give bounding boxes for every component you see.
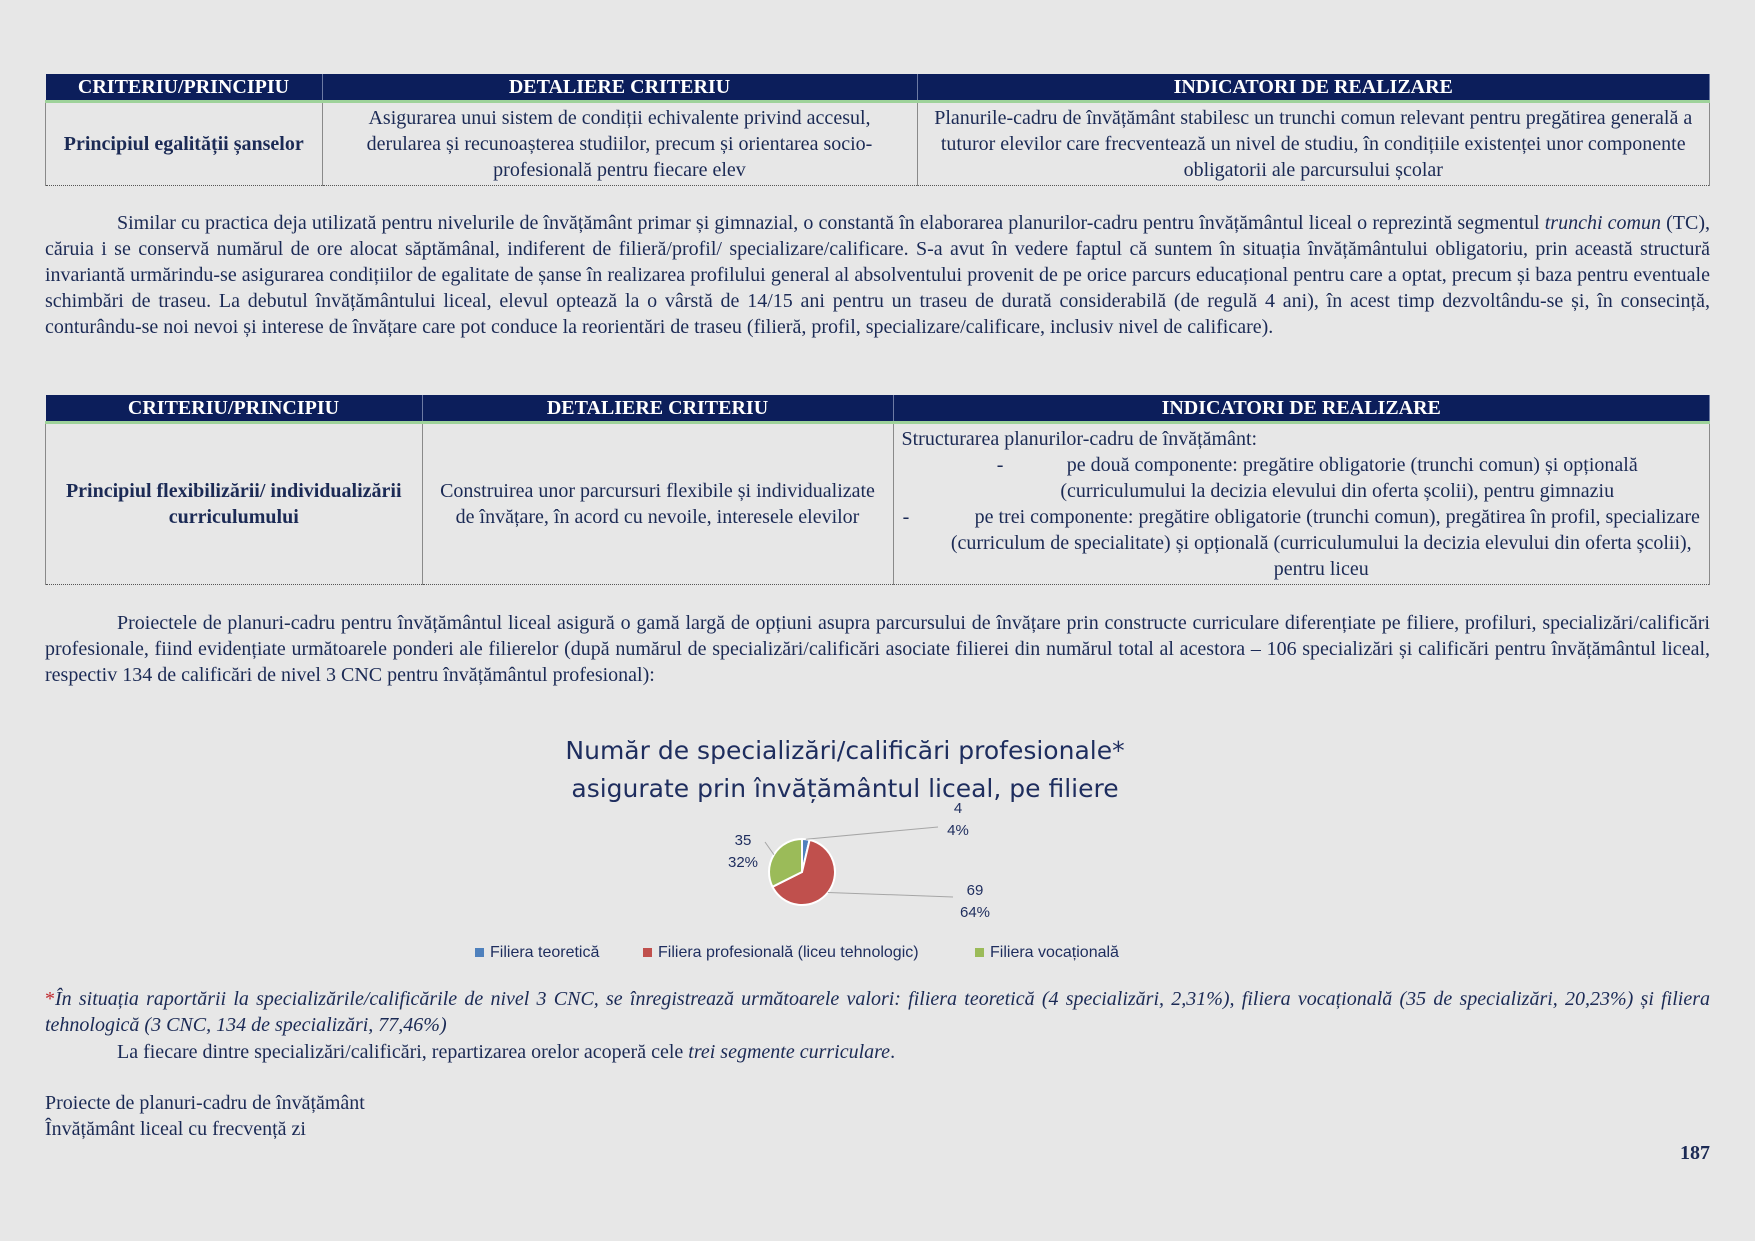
data-label-percent: 4% xyxy=(947,822,969,839)
footer-line: Învățământ liceal cu frecvență zi xyxy=(45,1118,306,1140)
footnote-text: În situația raportării la specializările/calificările de nivel 3 CNC, se înregistrează următoarele valori: filiera teoretică (4 specializări, 2,31%), filiera vocațională (35 de specializări, 20,23%) și filiera tehnologică (3 CNC, 134 de specializări, 77,46%) xyxy=(45,988,1710,1036)
legend-swatch xyxy=(475,948,484,957)
legend-item-vocationala xyxy=(975,944,1119,962)
data-label-value: 69 xyxy=(966,882,984,899)
detail-cell: Construirea unor parcursuri flexibile și individualizate de învățare, în acord cu nevoile, interesele elevilor xyxy=(422,423,893,585)
indicator-item-text: pe trei componente: pregătire obligatorie (trunchi comun), pregătirea în profil, specializare (curriculum de specialitate) și opțională (curriculumului la decizia elevului din oferta școlii), pentru liceu xyxy=(950,506,1700,580)
data-label-value: 4 xyxy=(953,800,963,817)
indicator-item xyxy=(902,452,1702,504)
detail-cell: Asigurarea unui sistem de condiții echivalente privind accesul, derularea și recunoașterea studiilor, precum și orientarea socio-profesională pentru fiecare elev xyxy=(322,102,917,186)
footer-line: Proiecte de planuri-cadru de învățământ xyxy=(45,1092,365,1114)
data-label-value: 35 xyxy=(734,832,752,849)
paragraph-trunchi-comun xyxy=(45,210,1710,340)
legend-swatch xyxy=(643,948,652,957)
header-detail: DETALIERE CRITERIU xyxy=(422,395,893,423)
chart-title-line: asigurate prin învățământul liceal, pe filiere xyxy=(571,774,1119,803)
data-label-percent: 32% xyxy=(727,854,759,871)
page-number: 187 xyxy=(1680,1142,1710,1164)
paragraph-text: Similar cu practica deja utilizată pentru nivelurile de învățământ primar și gimnazial, o constantă în elaborarea planurilor-cadru pentru învățământul liceal o reprezintă segmentul xyxy=(117,212,1545,234)
header-criterion: CRITERIU/PRINCIPIU xyxy=(46,74,323,102)
data-label-profesionala xyxy=(955,880,995,924)
header-criterion: CRITERIU/PRINCIPIU xyxy=(46,395,423,423)
pie-chart xyxy=(45,720,1710,980)
legend-label: Filiera teoretică xyxy=(490,944,600,961)
data-label-vocationala xyxy=(723,830,763,874)
paragraph-text: (TC), căruia i se conservă numărul de ore alocat săptămânal, indiferent de filieră/profil/ specializare/calificare. S-a avut în vedere faptul că suntem în situația învățământului obligatoriu, prin această structură invariantă urmărindu-se asigurarea condițiilor de egalitate de șanse în realizarea profilului general al absolventului provenit de pe orice parcurs educațional pentru care a optat, precum și baza pentru eventuale schimbări de traseu. La debutul învățământului liceal, elevul optează la o vârstă de 14/15 ani pentru un traseu de durată considerabilă (de regulă 4 ani), în acest timp dezvoltându-se și, în consecință, conturându-se noi nevoi și interese de învățare care pot conduce la reorientări de traseu (filieră, profil, specializare/calificare, inclusiv nivel de calificare). xyxy=(45,212,1710,338)
legend-swatch xyxy=(975,948,984,957)
pie-plot xyxy=(45,720,1710,980)
paragraph-text: La fiecare dintre specializări/calificări, repartizarea orelor acoperă cele xyxy=(117,1041,689,1063)
data-label-teoretica xyxy=(943,798,973,842)
indicators-cell xyxy=(893,423,1710,585)
legend-label: Filiera profesională (liceu tehnologic) xyxy=(658,944,919,961)
header-indicators: INDICATORI DE REALIZARE xyxy=(917,74,1710,102)
indicator-item-text: pe două componente: pregătire obligatorie (trunchi comun) și opțională (curriculumului la decizia elevului din oferta școlii), pentru gimnaziu xyxy=(1060,454,1638,502)
data-label-percent: 64% xyxy=(959,904,991,921)
leader-line xyxy=(806,827,938,839)
page-footer xyxy=(45,1090,365,1142)
criteria-table-equality xyxy=(45,74,1710,186)
header-indicators: INDICATORI DE REALIZARE xyxy=(893,395,1710,423)
footnote-star: * xyxy=(45,988,55,1010)
footnote xyxy=(45,986,1710,1038)
indicators-intro: Structurarea planurilor-cadru de învățământ: xyxy=(901,428,1258,450)
dash-bullet: - xyxy=(996,454,1004,476)
paragraph-text: . xyxy=(890,1041,896,1063)
leader-line xyxy=(828,892,953,897)
header-detail: DETALIERE CRITERIU xyxy=(322,74,917,102)
leader-line xyxy=(765,842,774,855)
dash-bullet: - xyxy=(902,506,910,528)
indicator-item xyxy=(902,504,1702,582)
indicators-cell: Planurile-cadru de învățământ stabilesc un trunchi comun relevant pentru pregătirea generală a tuturor elevilor care frecventează un nivel de studiu, în condițiile existenței unor componente obligatorii ale parcursului școlar xyxy=(917,102,1710,186)
principle-cell: Principiul egalității șanselor xyxy=(46,102,323,186)
paragraph-filiere: Proiectele de planuri-cadru pentru învățământul liceal asigură o gamă largă de opțiuni asupra parcursului de învățare prin constructe curriculare diferențiate pe filiere, profiluri, specializări/calificări profesionale, fiind evidențiate următoarele ponderi ale filierelor (după numărul de specializări/calificări asociate filierei din numărul total al acestora – 106 specializări și calificări pentru învățământul liceal, respectiv 134 de calificări de nivel 3 CNC pentru învățământul profesional): xyxy=(45,612,1710,686)
paragraph-italic: trei segmente curriculare xyxy=(688,1041,891,1063)
legend-item-teoretica xyxy=(475,944,599,962)
legend-label: Filiera vocațională xyxy=(990,944,1119,961)
chart-title-line: Număr de specializări/calificări profesionale* xyxy=(565,736,1125,765)
paragraph-italic: trunchi comun xyxy=(1544,212,1661,234)
principle-cell: Principiul flexibilizării/ individualizării curriculumului xyxy=(46,423,423,585)
paragraph-segmente xyxy=(45,1039,1710,1065)
legend-item-profesionala xyxy=(643,944,919,962)
criteria-table-flexibility xyxy=(45,395,1710,585)
